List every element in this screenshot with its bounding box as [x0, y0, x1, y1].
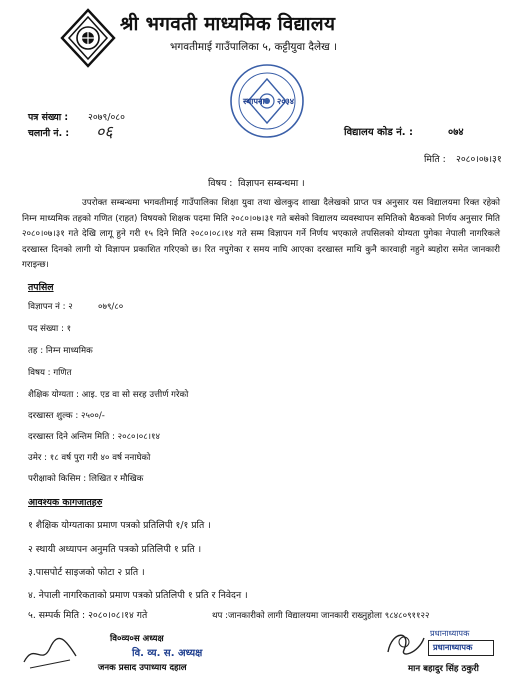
right-signatory-name: मान बहादुर सिंह ठकुरी	[408, 664, 479, 674]
left-stamp-text: वि. व्य. स. अध्यक्ष	[132, 648, 203, 659]
letter-no-value: २०७९/०८०	[88, 112, 125, 123]
school-address: भगवतीमाई गाउँपालिका ५, कट्टीयुवा दैलेख ।	[170, 41, 337, 53]
school-seal-icon	[228, 62, 306, 140]
seal-established-label: स्थापना	[243, 96, 265, 106]
date-label: मिति :	[424, 154, 446, 165]
right-stamp-box-text: प्रधानाध्यापक	[433, 642, 473, 652]
seal-established-year: २०३४	[277, 96, 295, 106]
document-item: ३.पासपोर्ट साइजको फोटा २ प्रति ।	[28, 567, 145, 578]
school-name: श्री भगवती माध्यमिक विद्यालय	[120, 13, 336, 35]
left-signatory-name: जनक प्रसाद उपाध्याय दहाल	[98, 663, 187, 673]
contact-note: थप :जानकारीको लागी विद्यालयमा जानकारी राख्नुहोला ९८४८०९११२२	[212, 611, 430, 621]
document-item: २ स्थायी अध्यापन अनुमति पत्रको प्रतिलिपी १ प्रति ।	[28, 544, 202, 555]
school-code-value: ०७४	[448, 127, 464, 138]
application-fee: दरखास्त शुल्क : २५००/-	[28, 411, 105, 421]
dispatch-no-label: चलानी नं. :	[28, 128, 70, 139]
headmaster-stamp-box	[428, 640, 494, 656]
post-count: पद संख्या : १	[28, 324, 72, 334]
contact-date: ५. सम्पर्क मिति : २०८०।०८।१४ गते	[28, 610, 148, 621]
ad-no-value: ०७९/८०	[98, 302, 124, 312]
age-requirement: उमेर : १८ वर्ष पुरा गरी ४० वर्ष ननाघेको	[28, 453, 151, 463]
school-emblem-icon	[60, 8, 116, 68]
right-stamp-top: प्रधानाध्यापक	[430, 628, 470, 638]
subject-detail: विषय : गणित	[28, 368, 72, 378]
subject-text: विज्ञापन सम्बन्धमा ।	[238, 178, 305, 189]
details-heading: तपसिल	[28, 282, 54, 293]
ad-no-label: विज्ञापन नं : २	[28, 302, 73, 312]
body-paragraph	[22, 196, 500, 274]
exam-type: परीक्षाको किसिम : लिखित र मौखिक	[28, 474, 144, 484]
level: तह : निम्न माध्यमिक	[28, 346, 93, 356]
left-signatory-title: वि०व्य०स अध्यक्ष	[110, 634, 164, 644]
qualification: शैक्षिक योग्यता : आइ. एड वा सो सरह उत्तीर्ण गरेको	[28, 390, 189, 400]
dispatch-no-value: ०६	[96, 122, 113, 141]
body-paragraph-text: उपरोक्त सम्बन्धमा भगवतीमाई गाउँपालिका शिक्षा युवा तथा खेलकुद शाखा दैलेखको प्राप्त पत्र अनुसार यस विद्यालयमा रिक्त रहेको निम्न माध्यमिक तहको गणित (राहत) विषयको शिक्षक पदमा मिति २०८०।०७।३१ गते बसेको विद्यालय व्यवस्थापन समितिको बैठकको निर्णय अनुसार मिति २०८०।०७।३१ गते देखि लागू हुने गरी १५ दिने मिति २०८०।०८।१४ गते सम्म विज्ञापन गर्ने निर्णय भएकाले तपसिलको योग्यता पुगेका नेपाली नागरिकले दरखास्त दिनको लागी यो विज्ञापन प्रकाशित गरिएको छ। रित नपुगेका र समय नाघि आएका दरखास्त माथि कुनै कारवाही नहुने ब्यहोरा समेत जानकारी गराइन्छ।	[22, 198, 500, 271]
document-item: ४. नेपाली नागरिकताको प्रमाण पत्रको प्रतिलिपी १ प्रति र निवेदन ।	[28, 590, 248, 601]
deadline: दरखास्त दिने अन्तिम मिति : २०८०।०८।१४	[28, 432, 160, 442]
documents-heading: आवश्यक कागजातहरु	[28, 497, 103, 508]
letter-no-label: पत्र संख्या :	[28, 112, 69, 123]
school-code-label: विद्यालय कोड नं. :	[344, 127, 414, 138]
right-signature-icon	[382, 624, 432, 664]
document-item: १ शैक्षिक योग्यताका प्रमाण पत्रको प्रतिलिपी १/१ प्रति ।	[28, 520, 211, 531]
subject-label: विषय :	[208, 178, 233, 189]
date-value: २०८०।०७।३१	[456, 154, 502, 165]
left-signature-icon	[20, 632, 80, 672]
